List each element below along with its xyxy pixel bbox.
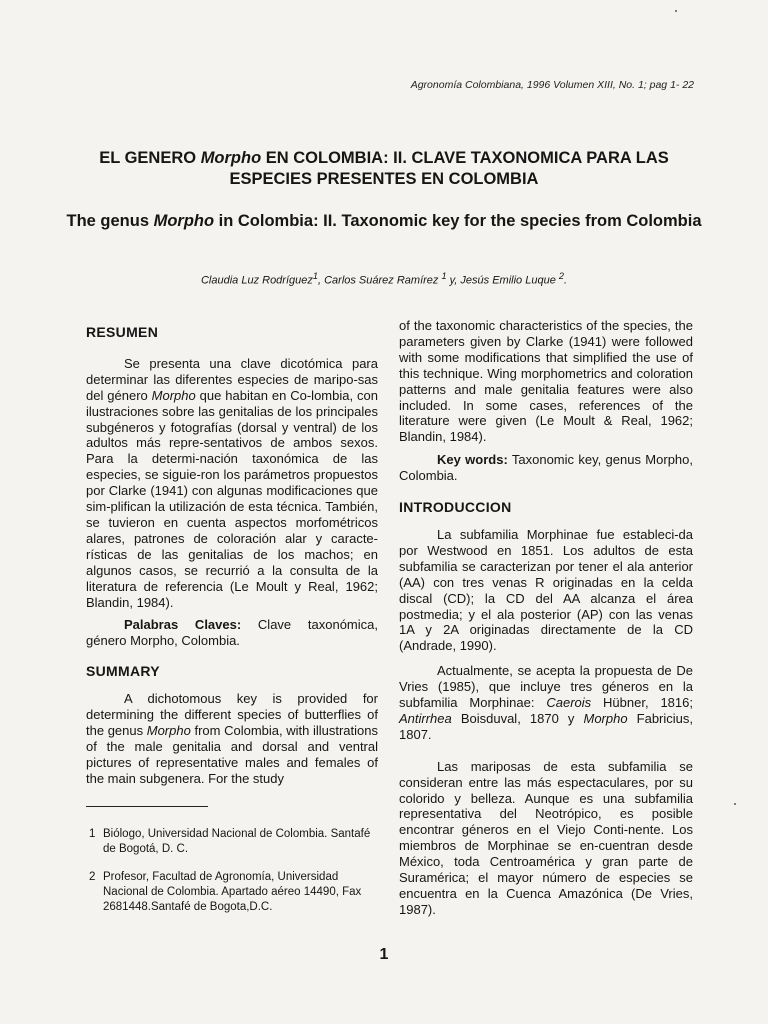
summary-keywords: Key words: Taxonomic key, genus Morpho, Colombia.: [399, 452, 693, 484]
intro-paragraph-2: Actualmente, se acepta la propuesta de De Vries (1985), que incluye tres géneros en la subfamilia Morphinae: Caerois Hübner, 1816; Antirrhea Boisduval, 1870 y Morpho Fabricius, 1807.: [399, 663, 693, 742]
title-english: The genus Morpho in Colombia: II. Taxonomic key for the species from Colombia: [66, 212, 702, 230]
footnote-divider: [86, 806, 208, 807]
scan-speck: [675, 10, 677, 12]
title-spanish: EL GENERO Morpho EN COLOMBIA: II. CLAVE TAXONOMICA PARA LAS ESPECIES PRESENTES EN COLOMBIA: [99, 149, 669, 188]
journal-citation: Agronomía Colombiana, 1996 Volumen XIII, No. 1; pag 1- 22: [410, 79, 694, 91]
summary-paragraph: A dichotomous key is provided for determining the different species of butterflies of the genus Morpho from Colombia, with illustrations of the male genitalia and dorsal and ventral pictures of representative males and females of the main subgenera. For the study: [86, 691, 378, 786]
authors-line: Claudia Luz Rodríguez$^1$, Carlos Suárez Ramírez $^1$ y, Jesús Emilio Luque $^2$.: [200, 271, 568, 287]
resumen-paragraph: Se presenta una clave dicotómica para determinar las diferentes especies de maripo-sas del género Morpho que habitan en Co-lombia, con ilustraciones sobre las genitalias de los principales subgéneros y fotografías (dorsal y ventral) de los adultos más repre-sentativos de ambos sexos. Para la determi-nación taxonómica de las especies, se siguie-ron los parámetros propuestos por Clarke (1941) con algunas modificaciones que sim-plifican la utilización de esta técnica. También, se tuvieron en cuenta aspectos morfométricos alares, patrones de coloración alar y caracte-rísticas de las genitalias de los machos; en algunos casos, se recurrió a la consulta de la literatura de referencia (Le Moult y Real, 1962; Blandin, 1984).: [86, 355, 378, 610]
intro-paragraph-3: Las mariposas de esta subfamilia se consideran entre las más espectaculares, por su colorido y belleza. Aunque es una subfamilia representativa del Neotrópico, es posible encontrar géneros en el Viejo Conti-nente. Los miembros de Morphinae se en-cuentran desde México, toda Centroamérica y gran parte de Suramérica; el mayor número de especies se encuentra en la Cuenca Amazónica (De Vries, 1987).: [399, 758, 693, 917]
summary-heading: SUMMARY: [86, 663, 160, 680]
introduccion-heading: INTRODUCCION: [399, 499, 512, 516]
intro-paragraph-1: La subfamilia Morphinae fue estableci-da por Westwood en 1851. Los adultos de esta subfamilia se caracterizan por tener el ala anterior (AA) con tres venas R originadas en la celda discal (CD); la CD del AA alcanza el área postmedia; y el ala posterior (AP) con las venas 1A y 2A originadas directamente de la CD (Andrade, 1990).: [399, 526, 693, 654]
footnote-2: 2 Profesor, Facultad de Agronomía, Universidad Nacional de Colombia. Apartado aéreo 14490, Fax 2681448.Santafé de Bogota,D.C.: [89, 871, 362, 913]
scan-speck: [734, 803, 736, 805]
left-column: [86, 318, 378, 787]
page-number: 1: [379, 946, 389, 963]
resumen-heading: RESUMEN: [86, 324, 159, 340]
right-column: [399, 318, 693, 918]
resumen-keywords: Palabras Claves: Clave taxonómica, género Morpho, Colombia.: [86, 617, 378, 649]
summary-continuation: of the taxonomic characteristics of the species, the parameters given by Clarke (1941) were followed with some modifications that simplified the use of this technique. Wing morphometrics and coloration patterns and male genitalia features were also included. In some cases, references of the literature were given (Le Moult & Real, 1962; Blandin, 1984).: [399, 318, 693, 445]
footnote-1: 1 Biólogo, Universidad Nacional de Colombia. Santafé de Bogotá, D. C.: [89, 828, 371, 855]
